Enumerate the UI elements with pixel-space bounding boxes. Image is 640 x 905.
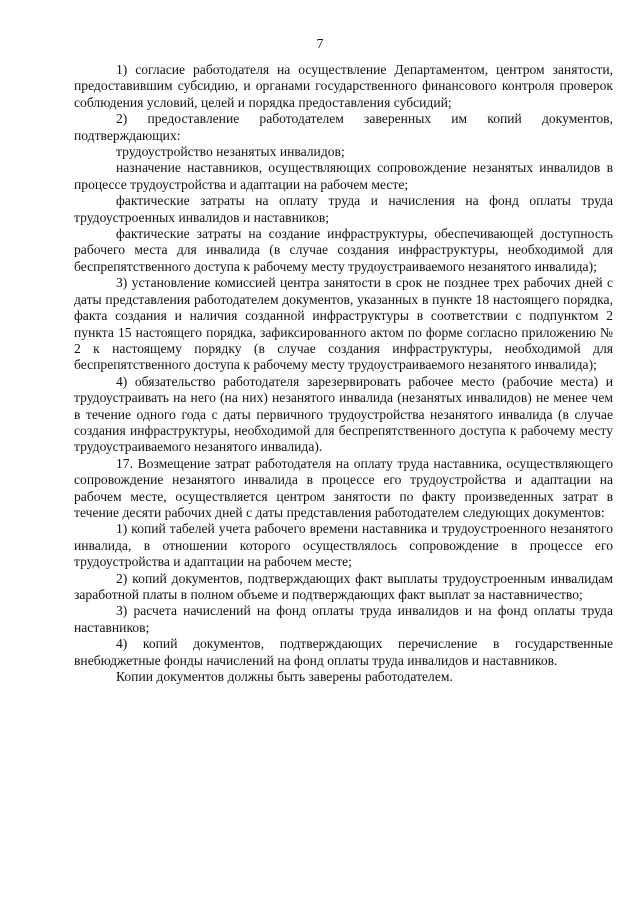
paragraph-actual-labor-costs: фактические затраты на оплату труда и начисления на фонд оплаты труда трудоустроенных инвалидов и наставников; xyxy=(74,193,613,225)
paragraph-salary-documents: 2) копий документов, подтверждающих факт выплаты трудоустроенным инвалидам заработной платы в полном объеме и подтверждающих факт выплат за наставничество; xyxy=(74,570,613,602)
paragraph-payroll-calculation: 3) расчета начислений на фонд оплаты труда инвалидов и на фонд оплаты труда наставников; xyxy=(74,603,613,635)
paragraph-extrabudgetary-funds: 4) копий документов, подтверждающих перечисление в государственные внебюджетные фонды начислений на фонд оплаты труда инвалидов и наставников. xyxy=(74,636,613,668)
paragraph-section-17: 17. Возмещение затрат работодателя на оплату труда наставника, осуществляющего сопровождение незанятого инвалида в процессе его трудоустройства и адаптации на рабочем месте, осуществляется центром занятости по факту произведенных затрат в течение десяти рабочих дней с даты представления работодателем следующих документов: xyxy=(74,455,613,520)
paragraph-timesheets: 1) копий табелей учета рабочего времени наставника и трудоустроенного незанятого инвалида, в отношении которого осуществлялось сопровождение в процессе его трудоустройства и адаптации на рабочем месте; xyxy=(74,521,613,570)
paragraph-employment-of-disabled: трудоустройство незанятых инвалидов; xyxy=(116,144,345,160)
page-number: 7 xyxy=(316,36,324,51)
paragraph-certification: Копии документов должны быть заверены работодателем. xyxy=(116,669,453,685)
paragraph-reserve-workplace: 4) обязательство работодателя зарезервировать рабочее место (рабочие места) и трудоустраивать на него (на них) незанятого инвалида (незанятых инвалидов) не менее чем в течение одного года с даты первичного трудоустройства незанятого инвалида (в случае создания инфраструктуры, необходимой для беспрепятственного доступа к рабочему месту трудоустраиваемого незанятого инвалида). xyxy=(74,373,613,455)
document-body xyxy=(74,62,613,685)
paragraph-mentor-assignment: назначение наставников, осуществляющих сопровождение незанятых инвалидов в процессе трудоустройства и адаптации на рабочем месте; xyxy=(74,160,613,192)
paragraph-document-copies: 2) предоставление работодателем заверенных им копий документов, подтверждающих: xyxy=(74,111,613,143)
paragraph-consent-inspections: 1) согласие работодателя на осуществление Департаментом, центром занятости, предоставившим субсидию, и органами государственного финансового контроля проверок соблюдения условий, целей и порядка предоставления субсидий; xyxy=(74,62,613,110)
paragraph-commission-verification: 3) установление комиссией центра занятости в срок не позднее трех рабочих дней с даты представления работодателем документов, указанных в пункте 18 настоящего порядка, факта создания и наличия созданной инфраструктуры в соответствии с подпунктом 2 пункта 15 настоящего порядка, зафиксированного актом по форме согласно приложению № 2 к настоящему порядку (в случае создания инфраструктуры, необходимой для беспрепятственного доступа к рабочему месту трудоустраиваемого незанятого инвалида); xyxy=(74,275,613,373)
paragraph-infrastructure-costs: фактические затраты на создание инфраструктуры, обеспечивающей доступность рабочего места для инвалида (в случае создания инфраструктуры, необходимой для беспрепятственного доступа к рабочему месту трудоустраиваемого незанятого инвалида); xyxy=(74,226,613,274)
